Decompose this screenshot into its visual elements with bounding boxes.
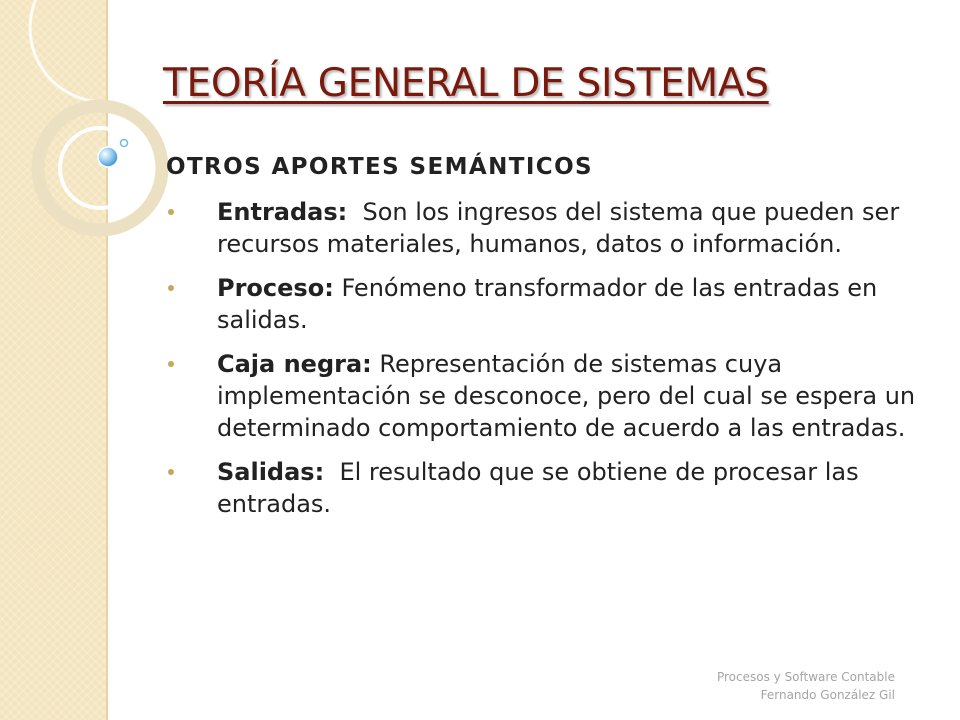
footer-course: Procesos y Software Contable <box>716 670 895 684</box>
bullet-term: Proceso: <box>217 274 334 302</box>
bullet-item-caja-negra <box>160 348 930 444</box>
bullet-dot-icon <box>168 285 174 291</box>
bullet-term: Entradas: <box>217 198 348 226</box>
bullet-dot-icon <box>168 209 174 215</box>
bullet-text: El resultado que se obtiene de procesar las entradas. <box>217 458 859 518</box>
bullet-term: Salidas: <box>217 458 325 486</box>
bullet-text: Son los ingresos del sistema que pueden ser recursos materiales, humanos, datos o información. <box>217 198 900 258</box>
bullet-text: Representación de sistemas cuya implementación se desconoce, pero del cual se espera un determinado comportamiento de acuerdo a las entradas. <box>217 350 916 442</box>
bullet-term: Caja negra: <box>217 350 372 378</box>
slide-subtitle: OTROS APORTES SEMÁNTICOS <box>166 154 593 180</box>
bullet-dot-icon <box>168 361 174 367</box>
bullet-list <box>160 196 930 532</box>
slide-footer <box>717 668 895 704</box>
bullet-item-salidas <box>160 456 930 520</box>
slide-title: TEORÍA GENERAL DE SISTEMAS <box>163 61 769 106</box>
bullet-dot-icon <box>168 469 174 475</box>
bullet-item-entradas <box>160 196 930 260</box>
footer-author: Fernando González Gil <box>760 688 895 702</box>
bullet-text: Fenómeno transformador de las entradas en salidas. <box>217 274 878 334</box>
bullet-item-proceso <box>160 272 930 336</box>
